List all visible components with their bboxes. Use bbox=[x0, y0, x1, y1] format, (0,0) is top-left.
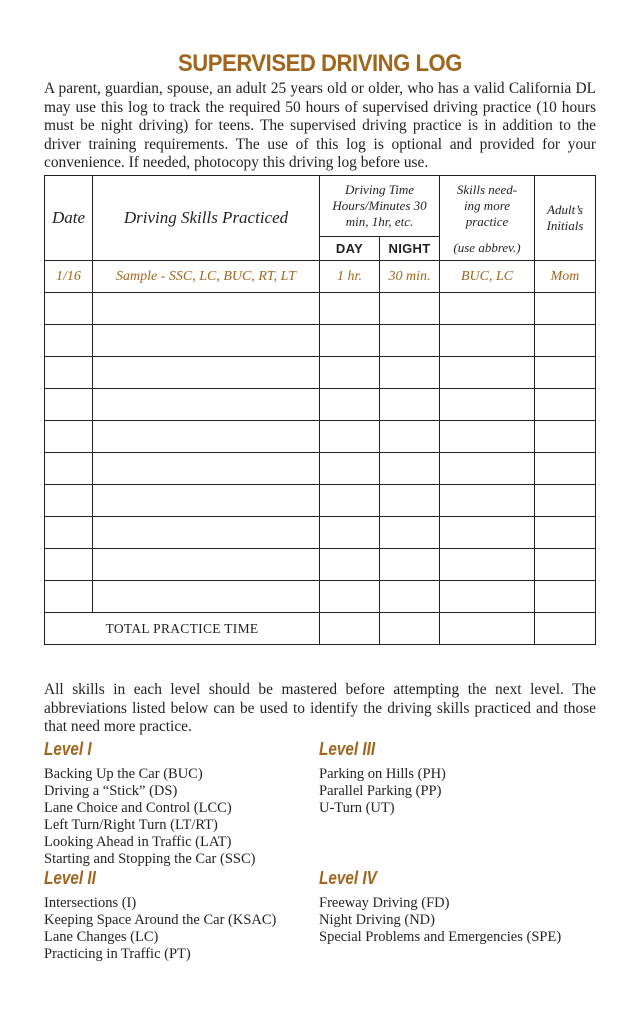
empty-cell bbox=[440, 613, 535, 645]
log-cell[interactable] bbox=[320, 357, 380, 389]
log-cell[interactable] bbox=[45, 549, 93, 581]
list-item: Looking Ahead in Traffic (LAT) bbox=[44, 834, 232, 850]
log-cell[interactable] bbox=[440, 357, 535, 389]
list-item: Special Problems and Emergencies (SPE) bbox=[319, 929, 562, 945]
log-cell[interactable] bbox=[535, 453, 596, 485]
log-cell[interactable] bbox=[380, 517, 440, 549]
log-cell[interactable] bbox=[440, 389, 535, 421]
log-cell[interactable] bbox=[535, 549, 596, 581]
total-practice-time-label: TOTAL PRACTICE TIME bbox=[45, 613, 320, 645]
sample-need-practice: BUC, LC bbox=[440, 261, 535, 293]
log-cell[interactable] bbox=[93, 517, 320, 549]
log-row bbox=[45, 581, 596, 613]
log-cell[interactable] bbox=[45, 485, 93, 517]
log-cell[interactable] bbox=[535, 293, 596, 325]
log-cell[interactable] bbox=[93, 453, 320, 485]
log-cell[interactable] bbox=[320, 389, 380, 421]
log-cell[interactable] bbox=[535, 389, 596, 421]
log-row bbox=[45, 325, 596, 357]
log-cell[interactable] bbox=[320, 517, 380, 549]
list-item: Lane Changes (LC) bbox=[44, 929, 159, 945]
log-cell[interactable] bbox=[45, 293, 93, 325]
list-item: Parallel Parking (PP) bbox=[319, 783, 442, 799]
log-cell[interactable] bbox=[440, 581, 535, 613]
log-cell[interactable] bbox=[93, 389, 320, 421]
log-cell[interactable] bbox=[93, 581, 320, 613]
levels-intro-paragraph: All skills in each level should be mastered before attempting the next level. The abbreviations listed below can be used to identify the driving skills practiced and those that need more practice. bbox=[44, 681, 596, 735]
header-driving-time: Driving Time Hours/Minutes 30 min, 1hr, etc. bbox=[320, 176, 440, 237]
total-row bbox=[45, 613, 596, 645]
log-cell[interactable] bbox=[380, 485, 440, 517]
log-cell[interactable] bbox=[45, 325, 93, 357]
level-1-heading: Level I bbox=[44, 739, 92, 759]
log-cell[interactable] bbox=[320, 421, 380, 453]
log-row bbox=[45, 389, 596, 421]
list-item: Freeway Driving (FD) bbox=[319, 895, 450, 911]
log-cell[interactable] bbox=[380, 357, 440, 389]
log-cell[interactable] bbox=[535, 325, 596, 357]
log-row bbox=[45, 517, 596, 549]
list-item: Intersections (I) bbox=[44, 895, 137, 911]
log-row bbox=[45, 293, 596, 325]
log-cell[interactable] bbox=[535, 421, 596, 453]
log-cell[interactable] bbox=[320, 453, 380, 485]
log-cell[interactable] bbox=[45, 453, 93, 485]
log-cell[interactable] bbox=[380, 581, 440, 613]
log-row bbox=[45, 549, 596, 581]
level-2-list bbox=[44, 895, 276, 963]
log-row bbox=[45, 453, 596, 485]
log-cell[interactable] bbox=[440, 293, 535, 325]
log-row bbox=[45, 485, 596, 517]
list-item: Practicing in Traffic (PT) bbox=[44, 946, 191, 962]
log-cell[interactable] bbox=[440, 325, 535, 357]
log-cell[interactable] bbox=[45, 581, 93, 613]
log-cell[interactable] bbox=[380, 453, 440, 485]
level-4-heading: Level IV bbox=[319, 868, 377, 888]
log-cell[interactable] bbox=[380, 293, 440, 325]
level-4-list bbox=[319, 895, 561, 946]
sample-initials: Mom bbox=[535, 261, 596, 293]
log-cell[interactable] bbox=[440, 453, 535, 485]
header-skills-need-practice: Skills need-ing more practice bbox=[440, 176, 535, 237]
list-item: U-Turn (UT) bbox=[319, 800, 395, 816]
log-cell[interactable] bbox=[440, 421, 535, 453]
empty-cell bbox=[535, 613, 596, 645]
list-item: Keeping Space Around the Car (KSAC) bbox=[44, 912, 277, 928]
log-cell[interactable] bbox=[380, 549, 440, 581]
list-item: Left Turn/Right Turn (LT/RT) bbox=[44, 817, 218, 833]
log-cell[interactable] bbox=[535, 581, 596, 613]
header-night: NIGHT bbox=[380, 237, 440, 261]
page-title: SUPERVISED DRIVING LOG bbox=[178, 50, 462, 77]
log-cell[interactable] bbox=[320, 581, 380, 613]
log-cell[interactable] bbox=[535, 517, 596, 549]
level-2-heading: Level II bbox=[44, 868, 96, 888]
sample-date: 1/16 bbox=[45, 261, 93, 293]
log-cell[interactable] bbox=[380, 325, 440, 357]
log-cell[interactable] bbox=[535, 357, 596, 389]
log-cell[interactable] bbox=[45, 389, 93, 421]
log-cell[interactable] bbox=[440, 517, 535, 549]
log-cell[interactable] bbox=[380, 389, 440, 421]
log-cell[interactable] bbox=[93, 485, 320, 517]
sample-row bbox=[45, 261, 596, 293]
log-cell[interactable] bbox=[320, 485, 380, 517]
level-3-list bbox=[319, 766, 446, 817]
log-cell[interactable] bbox=[45, 357, 93, 389]
level-3-heading: Level III bbox=[319, 739, 376, 759]
header-use-abbrev: (use abbrev.) bbox=[440, 237, 535, 261]
log-row bbox=[45, 357, 596, 389]
header-adult-initials: Adult’s Initials bbox=[535, 176, 596, 261]
log-cell[interactable] bbox=[93, 549, 320, 581]
sample-skills: Sample - SSC, LC, BUC, RT, LT bbox=[93, 261, 320, 293]
log-cell[interactable] bbox=[440, 485, 535, 517]
list-item: Starting and Stopping the Car (SSC) bbox=[44, 851, 256, 867]
driving-log-table bbox=[44, 175, 596, 645]
header-date: Date bbox=[45, 176, 93, 261]
sample-day: 1 hr. bbox=[320, 261, 380, 293]
log-cell[interactable] bbox=[380, 421, 440, 453]
level-1-list bbox=[44, 766, 255, 868]
log-row bbox=[45, 421, 596, 453]
log-cell[interactable] bbox=[440, 549, 535, 581]
log-cell[interactable] bbox=[93, 421, 320, 453]
list-item: Backing Up the Car (BUC) bbox=[44, 766, 203, 782]
total-day-cell[interactable] bbox=[320, 613, 380, 645]
log-cell[interactable] bbox=[93, 325, 320, 357]
log-cell[interactable] bbox=[320, 325, 380, 357]
list-item: Driving a “Stick” (DS) bbox=[44, 783, 178, 799]
total-night-cell[interactable] bbox=[380, 613, 440, 645]
log-cell[interactable] bbox=[45, 421, 93, 453]
list-item: Parking on Hills (PH) bbox=[319, 766, 446, 782]
intro-paragraph: A parent, guardian, spouse, an adult 25 years old or older, who has a valid California DL may use this log to track the required 50 hours of supervised driving practice (10 hours must be night driving) for teens. The supervised driving practice is in addition to the driver training requirements. The use of this log is optional and provided for your convenience. If needed, photocopy this driving log before use. bbox=[44, 80, 596, 171]
log-cell[interactable] bbox=[320, 549, 380, 581]
header-day: DAY bbox=[320, 237, 380, 261]
log-cell[interactable] bbox=[93, 293, 320, 325]
log-cell[interactable] bbox=[45, 517, 93, 549]
sample-night: 30 min. bbox=[380, 261, 440, 293]
list-item: Lane Choice and Control (LCC) bbox=[44, 800, 232, 816]
list-item: Night Driving (ND) bbox=[319, 912, 435, 928]
log-cell[interactable] bbox=[320, 293, 380, 325]
log-cell[interactable] bbox=[93, 357, 320, 389]
header-skills-practiced: Driving Skills Practiced bbox=[93, 176, 320, 261]
log-cell[interactable] bbox=[535, 485, 596, 517]
